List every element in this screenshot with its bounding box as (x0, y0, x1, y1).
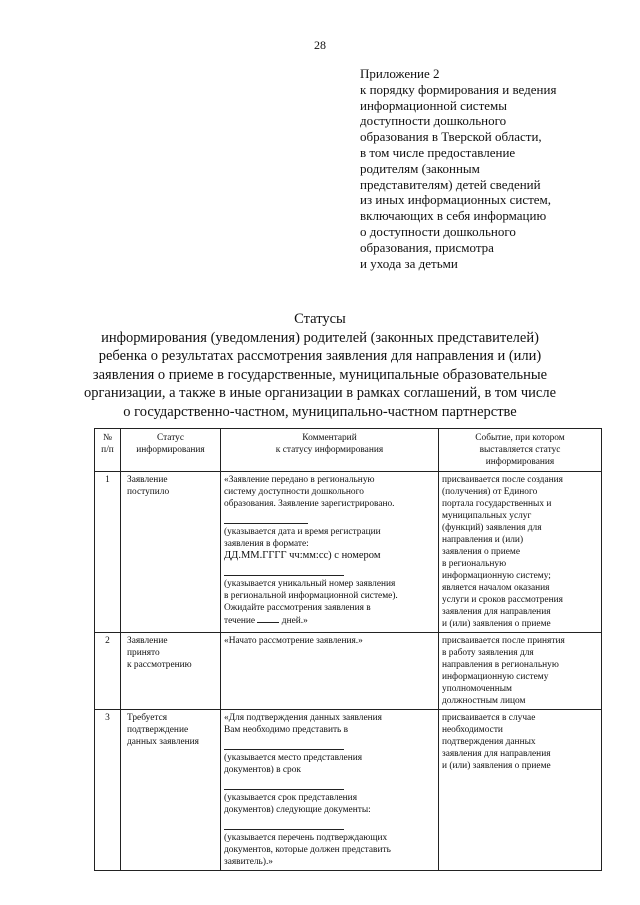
blank-line (224, 740, 344, 750)
appendix-line: к порядку формирования и ведения (360, 81, 557, 97)
appendix-line: доступности дошкольного (360, 113, 507, 129)
header-number: № п/п (95, 429, 121, 472)
appendix-line: информационной системы (360, 97, 507, 113)
appendix-line: образования в Тверской области, (360, 129, 542, 145)
title-line: информирования (уведомления) родителей (законных представителей) (101, 329, 539, 346)
row-status: Требуется подтверждение данных заявления (121, 710, 221, 871)
row-event: присваивается после принятия в работу заявления для направления в региональную информационную систему уполномоченным должностным лицом (439, 633, 602, 710)
title-line: Статусы (294, 311, 346, 327)
row-status: Заявление принято к рассмотрению (121, 633, 221, 710)
blank-line (224, 820, 344, 830)
appendix-line: из иных информационных систем, (360, 192, 552, 208)
blank-line (224, 514, 308, 524)
appendix-line: и ухода за детьми (360, 255, 458, 271)
row-event: присваивается после создания (получения) от Единого портала государственных и муниципальных услуг (функций) заявления для направления и (или) заявления о приеме в региональную информационную систему; является началом оказания услуги и сроков рассмотрения заявления для направления и (или) заявления о приеме (439, 472, 602, 633)
row-comment: «Для подтверждения данных заявления Вам необходимо представить в (указывается место представления документов) в срок (указывается срок представления документов) следующие документы: (указывается перечень подтверждающих документов, которые должен представить заявитель).» (221, 710, 439, 871)
row-number: 3 (95, 710, 121, 871)
title-line: организации, а также в иные организации в рамках соглашений, в том числе (83, 385, 557, 401)
header-comment: Комментарий к статусу информирования (221, 429, 439, 472)
row-number: 1 (95, 472, 121, 633)
title-line: ребенка о результатах рассмотрения заявления для направления и (или) (98, 348, 542, 364)
header-event: Событие, при котором выставляется статус информирования (439, 429, 602, 472)
row-number: 2 (95, 633, 121, 710)
appendix-line: родителям (законным (360, 160, 480, 176)
page-number: 28 (314, 38, 326, 52)
table-header-row (95, 429, 602, 472)
blank-line (224, 780, 344, 790)
row-status: Заявление поступило (121, 472, 221, 633)
appendix-heading (360, 66, 630, 271)
row-comment: «Заявление передано в региональную систему доступности дошкольного образования. Заявление зарегистрировано. (указывается дата и время регистрации заявления в формате: ДД.ММ.ГГГГ чч:мм:сс) с номером (указывается уникальный номер заявления в региональной информационной системе). Ожидайте рассмотрения заявления в течение дней.» (221, 472, 439, 633)
title-line: о государственно-частном, муниципально-частном партнерстве (123, 403, 517, 420)
header-status: Статус информирования (121, 429, 221, 472)
blank-line (224, 566, 344, 576)
document-title (0, 310, 640, 421)
row-event: присваивается в случае необходимости подтверждения данных заявления для направления и (или) заявления о приеме (439, 710, 602, 871)
table-row (95, 472, 602, 633)
blank-days (257, 614, 279, 623)
title-line: заявления о приеме в государственные, муниципальные образовательные (92, 366, 548, 383)
appendix-line: образования, присмотра (360, 239, 494, 255)
table-row (95, 710, 602, 871)
row-comment: «Начато рассмотрение заявления.» (221, 633, 439, 710)
appendix-line: в том числе предоставление (360, 144, 516, 160)
appendix-line: представителям) детей сведений (360, 176, 541, 192)
appendix-line: включающих в себя информацию (360, 208, 547, 224)
appendix-line: Приложение 2 (360, 66, 440, 81)
table-row (95, 633, 602, 710)
status-table (94, 428, 602, 871)
appendix-line: о доступности дошкольного (360, 223, 516, 239)
